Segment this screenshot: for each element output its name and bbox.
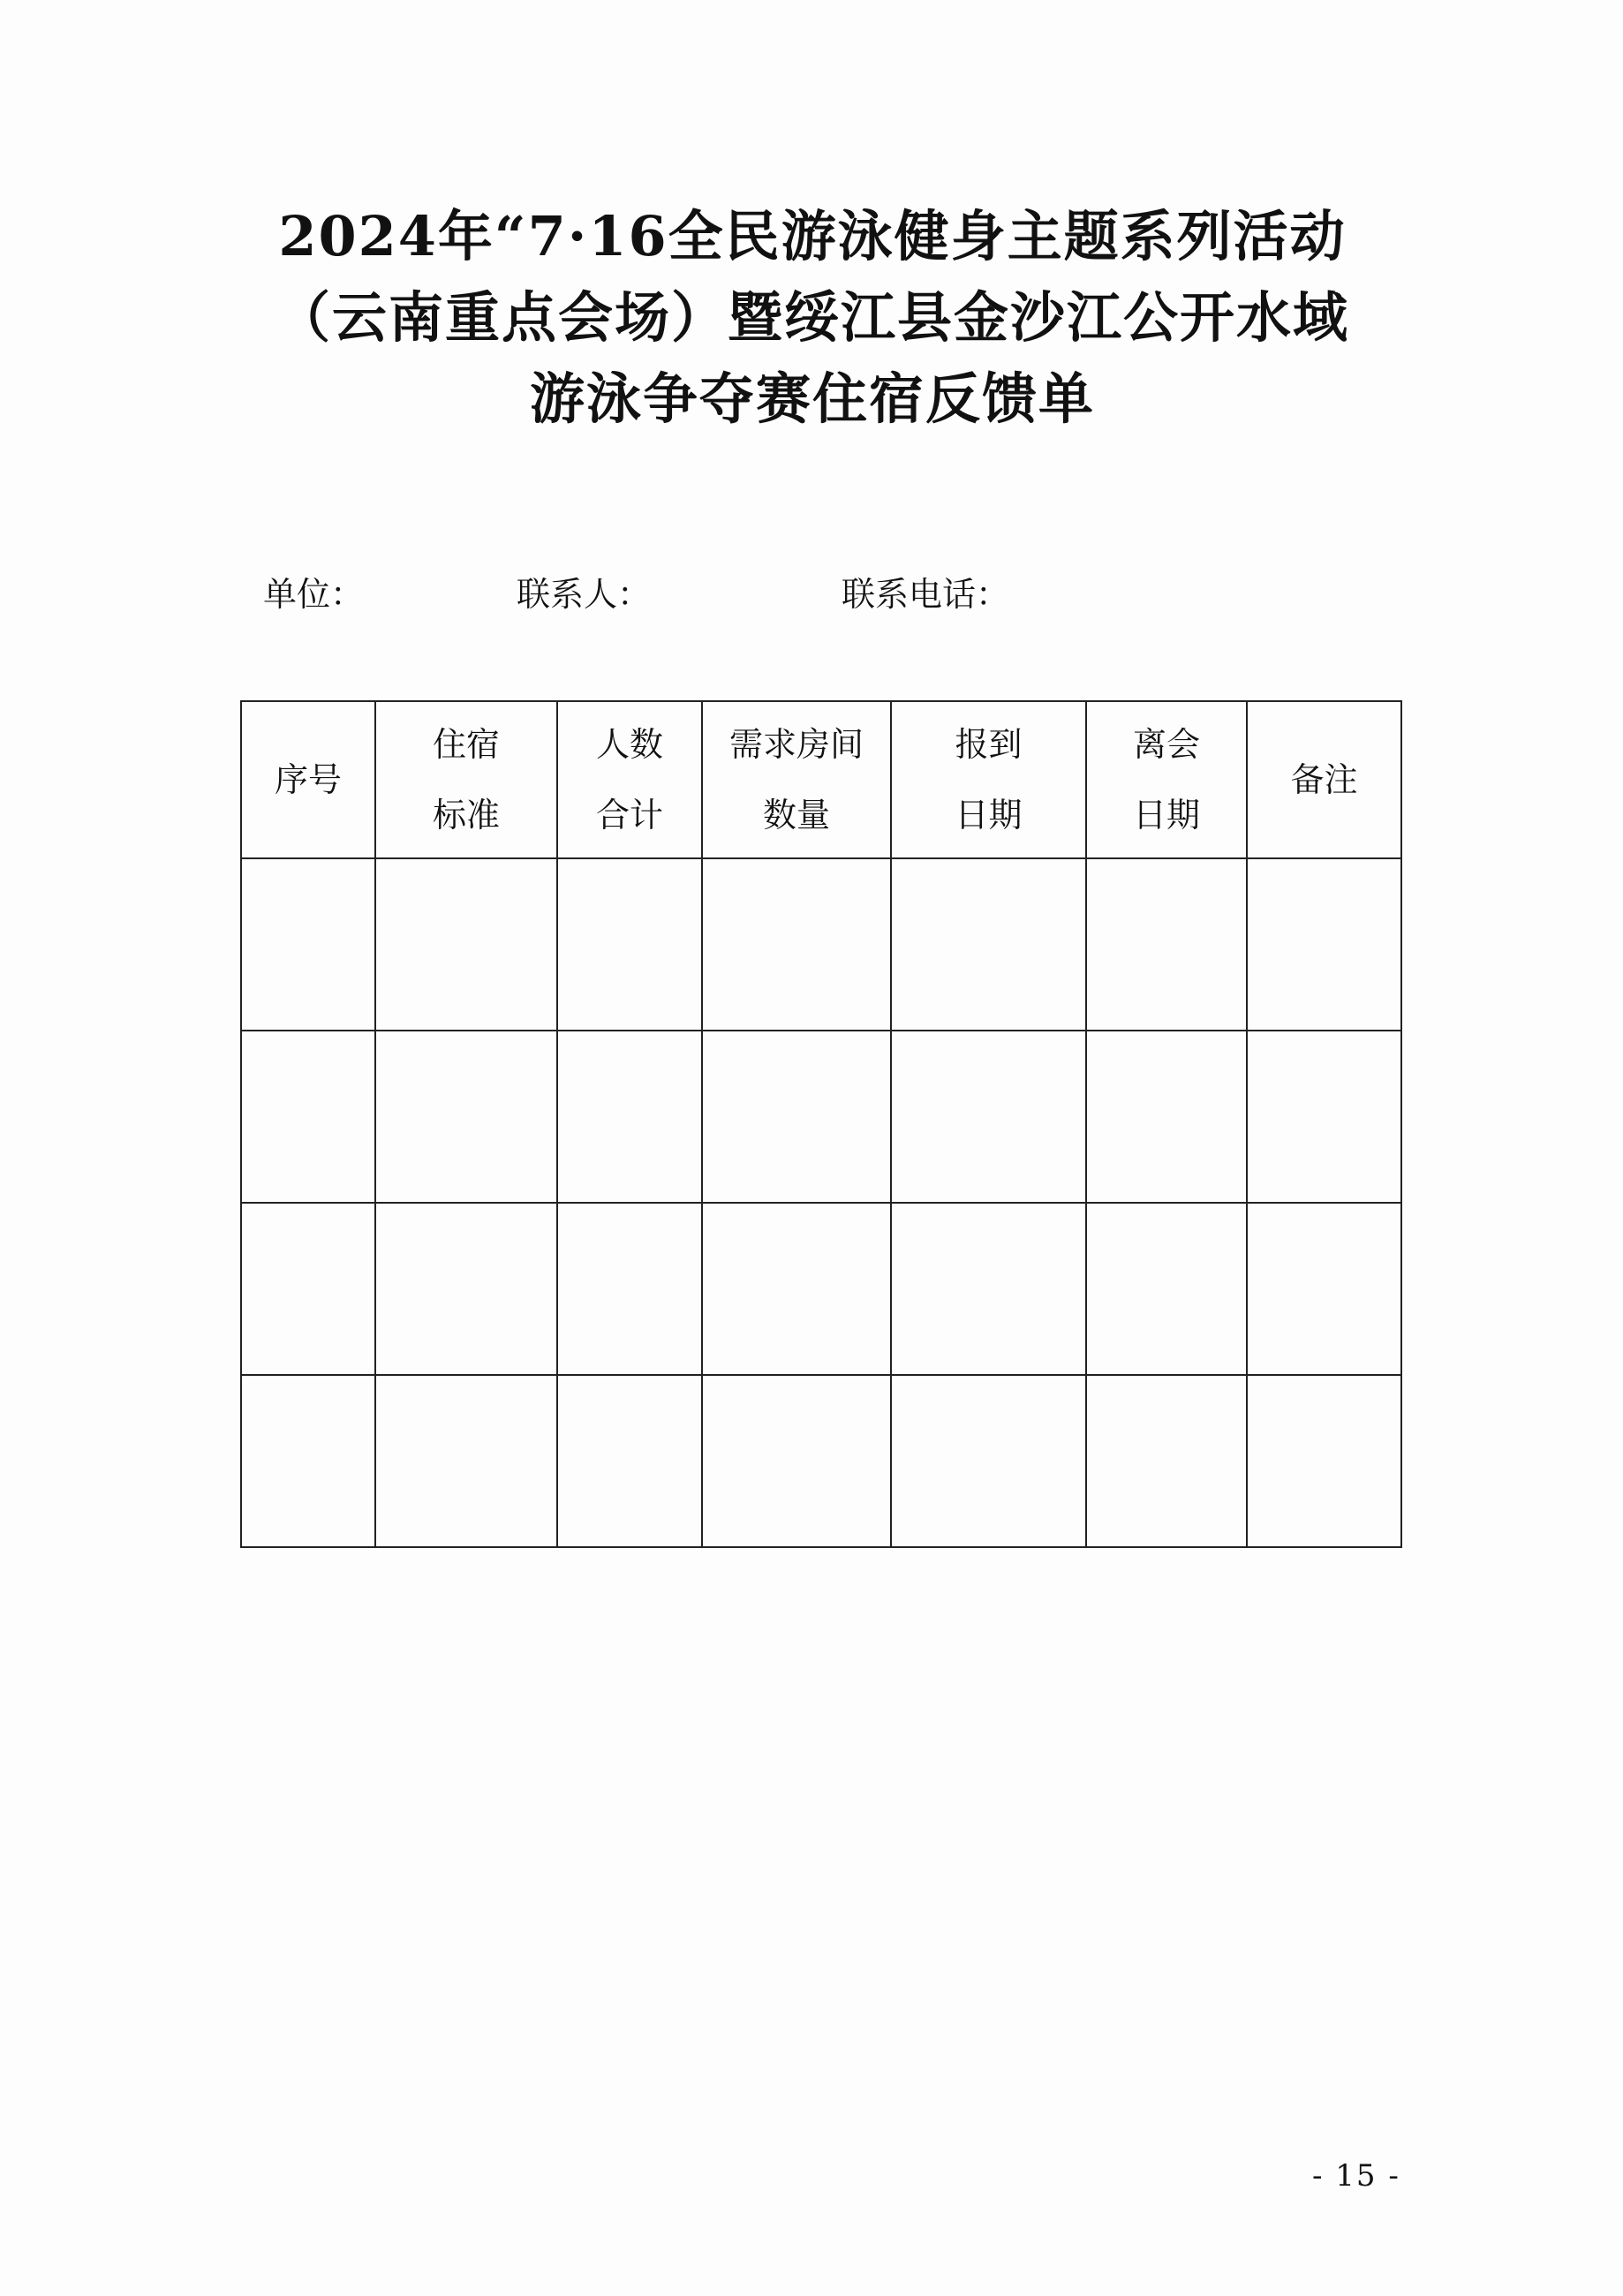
table-cell: [702, 1031, 891, 1203]
table-cell: [375, 1031, 557, 1203]
table-cell: [891, 1375, 1086, 1547]
table-cell: [241, 858, 375, 1031]
contact-label: 联系人：: [517, 575, 652, 614]
table-cell: [1086, 1375, 1247, 1547]
table-cell: [375, 1375, 557, 1547]
header-departure-date: 离会 日期: [1086, 701, 1247, 858]
phone-label: 联系电话：: [842, 575, 1010, 614]
unit-label: 单位：: [263, 575, 365, 614]
table-cell: [557, 1375, 702, 1547]
table-cell: [702, 1375, 891, 1547]
table-cell: [702, 1203, 891, 1375]
table-cell: [557, 858, 702, 1031]
table-cell: [1247, 858, 1401, 1031]
table-row: [241, 1375, 1401, 1547]
header-serial-number: 序号: [241, 701, 375, 858]
table-cell: [1247, 1203, 1401, 1375]
title-line-2: （云南重点会场）暨绥江县金沙江公开水域: [275, 285, 1349, 350]
header-accommodation-standard: 住宿 标准: [375, 701, 557, 858]
table-cell: [1086, 1031, 1247, 1203]
table-cell: [1247, 1031, 1401, 1203]
document-title: [194, 196, 1431, 440]
header-rooms-needed: 需求房间 数量: [702, 701, 891, 858]
header-total-people: 人数 合计: [557, 701, 702, 858]
table-cell: [375, 1203, 557, 1375]
table-row: [241, 1031, 1401, 1203]
table-cell: [241, 1031, 375, 1203]
table-cell: [241, 1203, 375, 1375]
accommodation-table: [240, 700, 1402, 1548]
table-cell: [891, 858, 1086, 1031]
page-number: - 15 -: [1312, 2158, 1400, 2194]
table-cell: [1086, 1203, 1247, 1375]
table-cell: [891, 1203, 1086, 1375]
table-row: [241, 858, 1401, 1031]
table-cell: [1086, 858, 1247, 1031]
table-row: [241, 1203, 1401, 1375]
title-line-1: 2024年“7·16全民游泳健身主题系列活动: [278, 204, 1347, 268]
table-cell: [375, 858, 557, 1031]
table-cell: [1247, 1375, 1401, 1547]
table-cell: [891, 1031, 1086, 1203]
table-cell: [241, 1375, 375, 1547]
header-arrival-date: 报到 日期: [891, 701, 1086, 858]
header-remarks: 备注: [1247, 701, 1401, 858]
table-cell: [702, 858, 891, 1031]
table-cell: [557, 1031, 702, 1203]
table-header-row: [241, 701, 1401, 858]
table-cell: [557, 1203, 702, 1375]
title-line-3: 游泳争夺赛住宿反馈单: [529, 366, 1095, 431]
